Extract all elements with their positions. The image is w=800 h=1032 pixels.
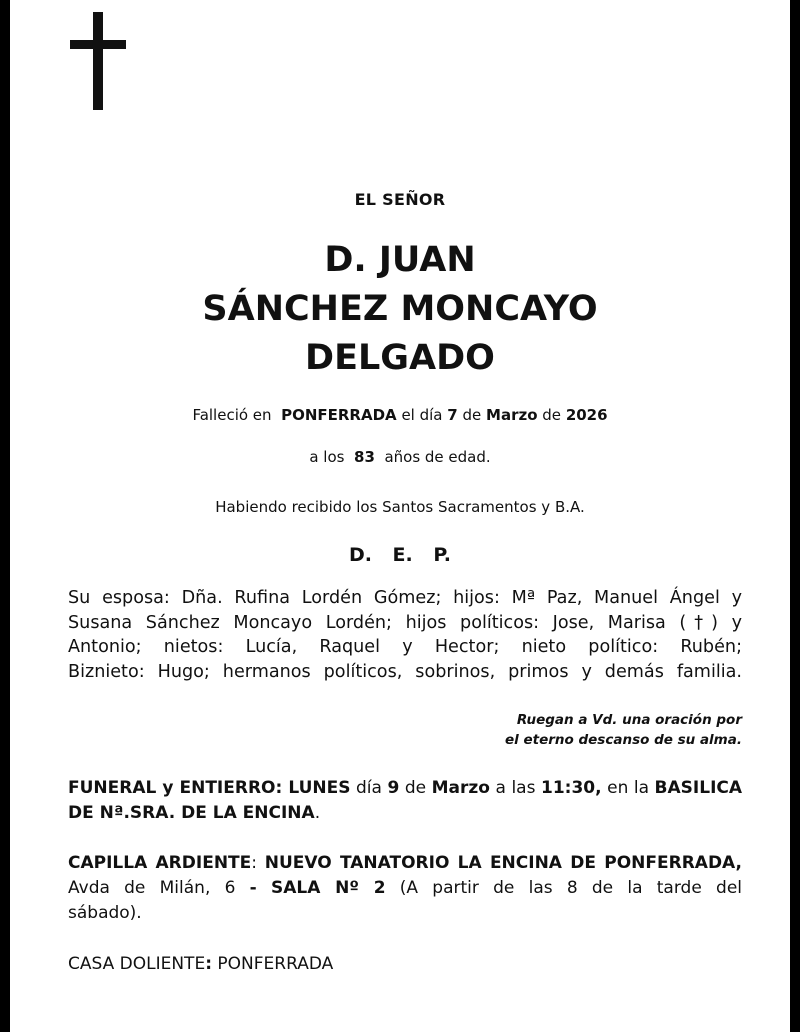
mourning-house: CASA DOLIENTE: PONFERRADA (68, 954, 334, 974)
cross-icon (68, 12, 128, 112)
name-line-1: D. JUAN (324, 240, 476, 280)
chapel-room: SALA Nº 2 (270, 878, 386, 898)
age-value: 83 (354, 448, 375, 466)
death-place-date: Falleció en PONFERRADA el día 7 de Marzo de 2026 (192, 406, 608, 424)
sacraments-text: Habiendo recibido los Santos Sacramentos y B.A. (215, 498, 585, 516)
family-line: Biznieto: Hugo; hermanos políticos, sobrinos, primos y demás familia. (68, 661, 742, 682)
name-line-3: DELGADO (305, 338, 495, 378)
honorific-label: EL SEÑOR (354, 190, 446, 209)
chapel-address: Avda de Milán, 6 (68, 878, 236, 898)
family-paragraph (68, 586, 742, 684)
death-year: 2026 (565, 406, 608, 424)
death-day: 7 (447, 406, 458, 424)
chapel-details: CAPILLA ARDIENTE: NUEVO TANATORIO LA ENCINA DE PONFERRADA, Avda de Milán, 6 - SALA Nº 2 (A partir de las 8 de la tarde del sábado). (68, 853, 743, 923)
name-line-2: SÁNCHEZ MONCAYO (202, 289, 598, 329)
family-line: Susana Sánchez Moncayo Lordén; hijos políticos: Jose, Marisa (†) y (68, 612, 742, 633)
funeral-label: FUNERAL y ENTIERRO: LUNES (68, 778, 351, 798)
chapel-label: CAPILLA ARDIENTE (68, 853, 252, 873)
funeral-time: 11:30, (541, 778, 602, 798)
death-month: Marzo (486, 406, 538, 424)
family-line: Antonio; nietos: Lucía, Raquel y Hector; nieto político: Rubén; (68, 637, 742, 657)
death-place: PONFERRADA (281, 406, 397, 424)
funeral-details: FUNERAL y ENTIERRO: LUNES día 9 de Marzo a las 11:30, en la BASILICA DE Nª.SRA. DE LA ENCINA. (68, 778, 743, 823)
funeral-place: DE Nª.SRA. DE LA ENCINA (68, 803, 315, 823)
prayer-request: Ruegan a Vd. una oración por el eterno descanso de su alma. (505, 712, 742, 748)
family-line: Su esposa: Dña. Rufina Lordén Gómez; hijos: Mª Paz, Manuel Ángel y (68, 588, 742, 608)
obituary-page (10, 0, 790, 1032)
dep-initials: D. E. P. (348, 544, 452, 566)
chapel-place: NUEVO TANATORIO LA ENCINA DE PONFERRADA, (264, 853, 742, 873)
death-age: a los 83 años de edad. (309, 448, 491, 466)
deceased-name (10, 236, 790, 383)
